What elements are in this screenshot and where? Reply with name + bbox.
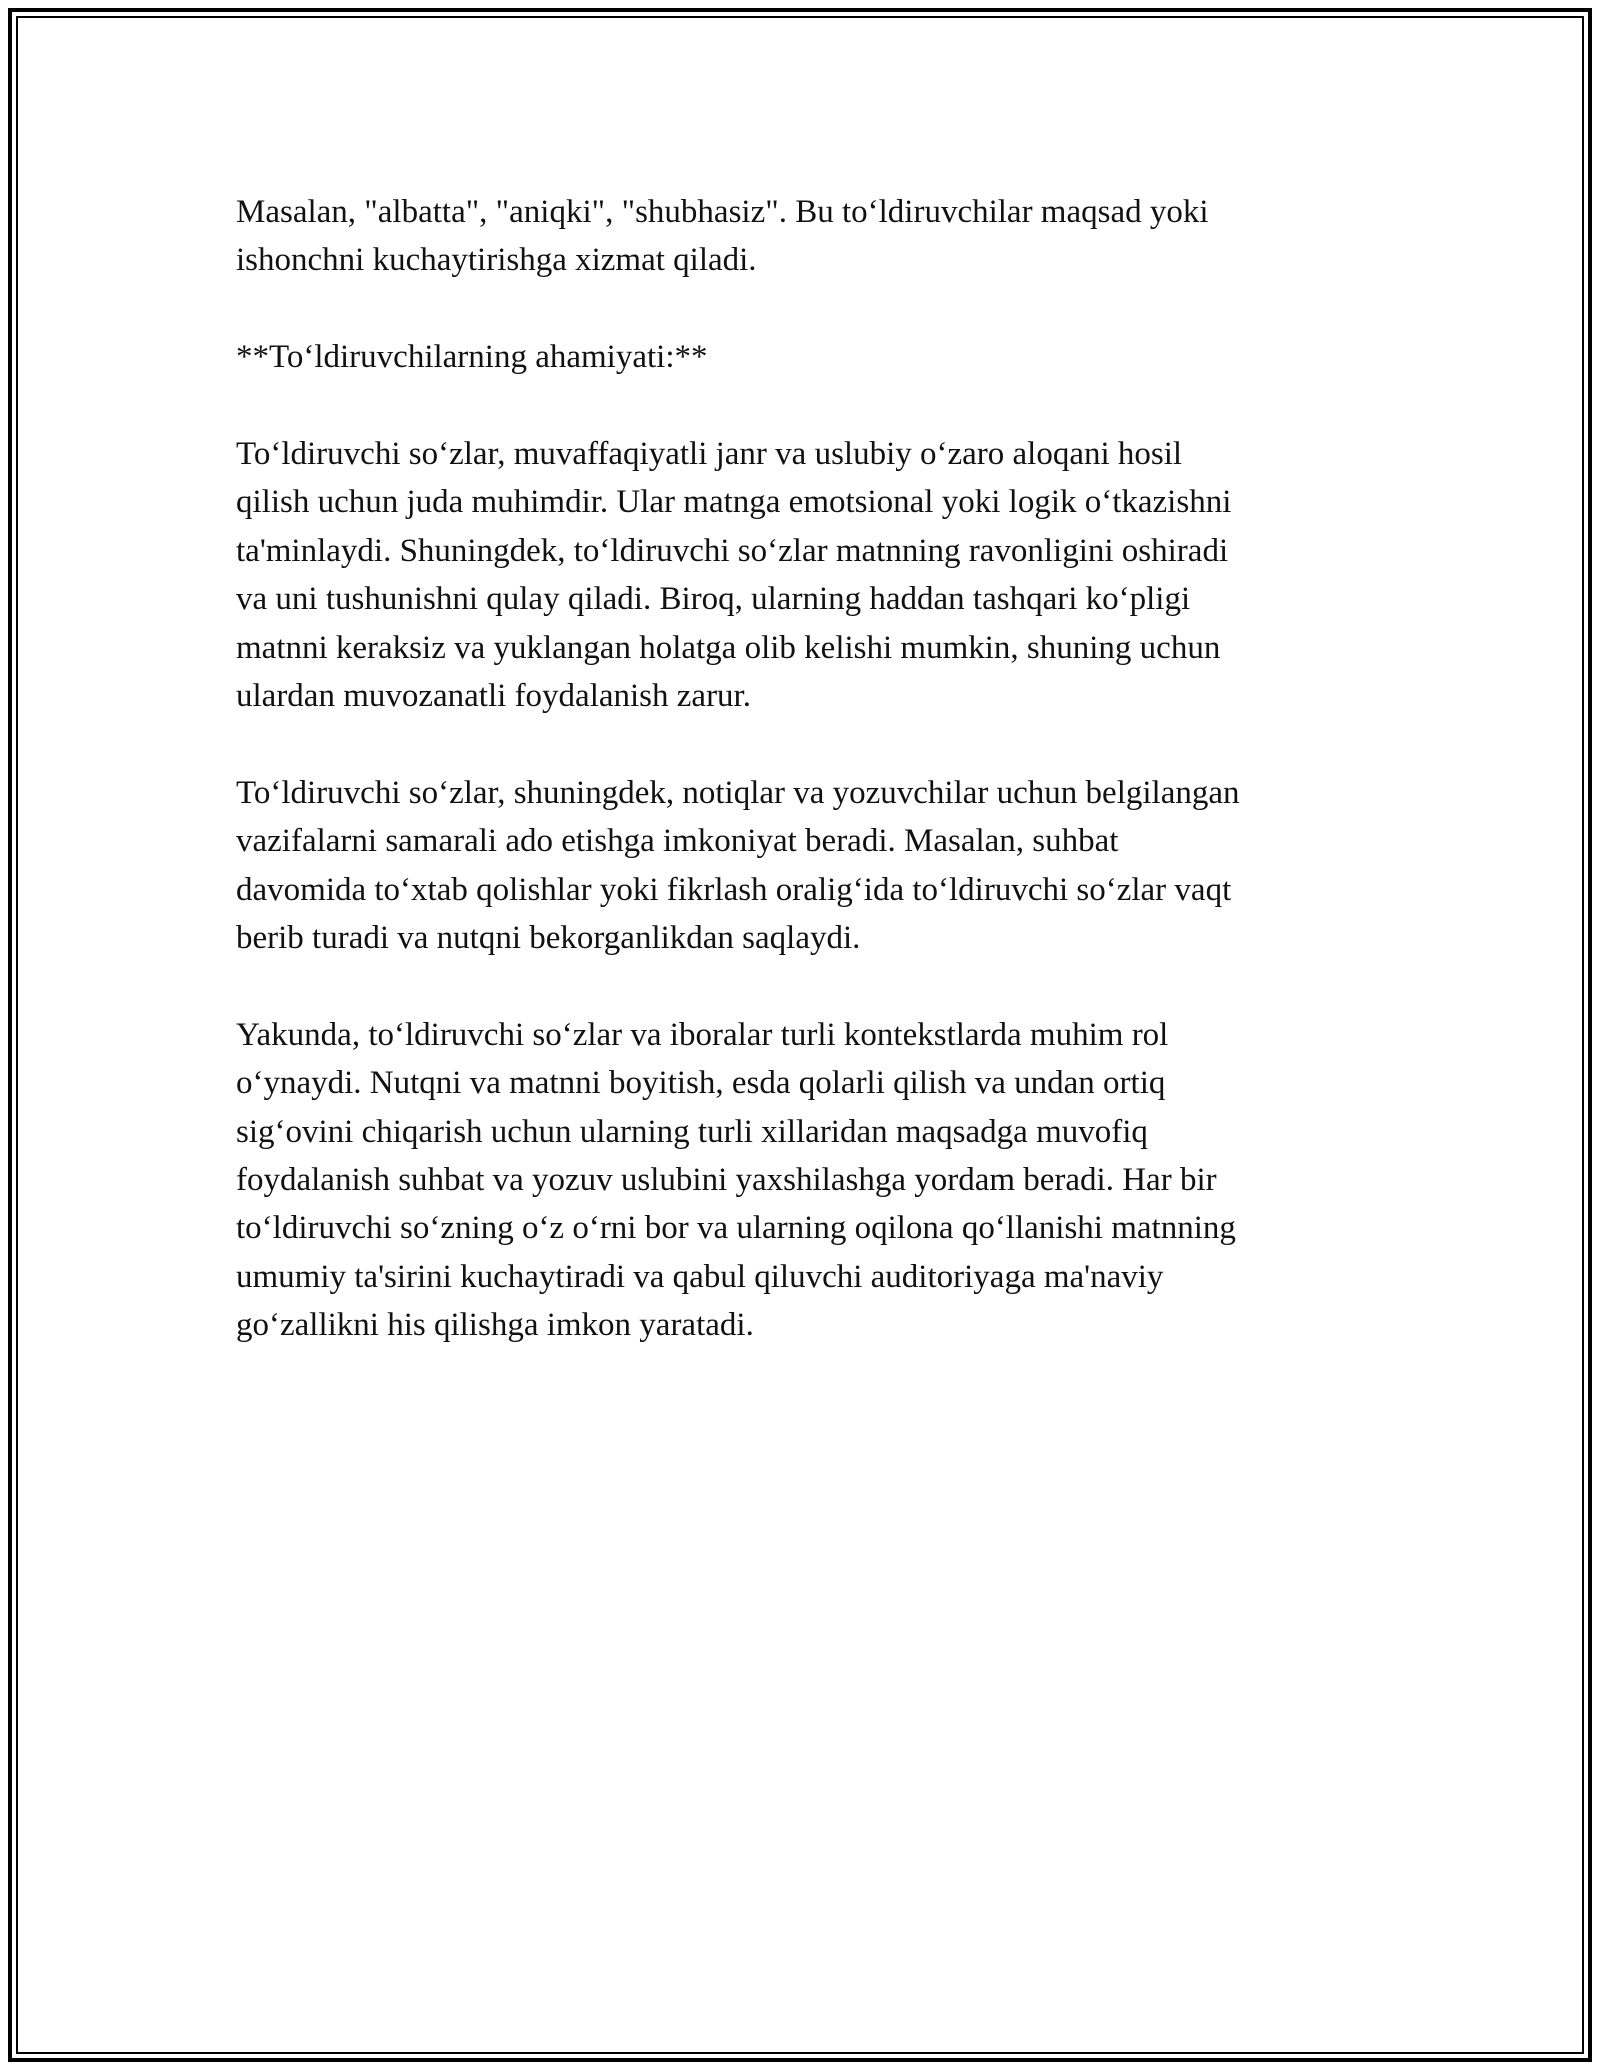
paragraph-importance: To‘ldiruvchi so‘zlar, muvaffaqiyatli janr va uslubiy o‘zaro aloqani hosil qilish uchun juda muhimdir. Ular matnga emotsional yoki logik o‘tkazishni ta'minlaydi. Shuningdek, to‘ldiruvchi so‘zlar matnning ravonligini oshiradi va uni tushunishni qulay qiladi. Biroq, ularning haddan tashqari ko‘pligi matnni keraksiz va yuklangan holatga olib kelishi mumkin, shuning uchun ulardan muvozanatli foydalanish zarur. bbox=[236, 436, 1232, 715]
paragraph-examples: Masalan, "albatta", "aniqki", "shubhasiz". Bu to‘ldiruvchilar maqsad yoki ishonchni kuchaytirishga xizmat qiladi. bbox=[236, 194, 1209, 279]
paragraph-conclusion: Yakunda, to‘ldiruvchi so‘zlar va iboralar turli kontekstlarda muhim rol o‘ynaydi. Nutqni va matnni boyitish, esda qolarli qilish va undan ortiq sig‘ovini chiqarish uchun ularning turli xillaridan maqsadga muvofiq foydalanish suhbat va yozuv uslubini yaxshilashga yordam beradi. Har bir to‘ldiruvchi so‘zning o‘z o‘rni bor va ularning oqilona qo‘llanishi matnning umumiy ta'sirini kuchaytiradi va qabul qiluvchi auditoriyaga ma'naviy go‘zallikni his qilishga imkon yaratadi. bbox=[236, 1016, 1236, 1344]
section-heading: **To‘ldiruvchilarning ahamiyati:** bbox=[236, 339, 708, 376]
paragraph-speakers: To‘ldiruvchi so‘zlar, shuningdek, notiqlar va yozuvchilar uchun belgilangan vazifalarni samarali ado etishga imkoniyat beradi. Masalan, suhbat davomida to‘xtab qolishlar yoki fikrlash oralig‘ida to‘ldiruvchi so‘zlar vaqt berib turadi va nutqni bekorganlikdan saqlaydi. bbox=[236, 774, 1240, 957]
document-body bbox=[236, 188, 1386, 1398]
